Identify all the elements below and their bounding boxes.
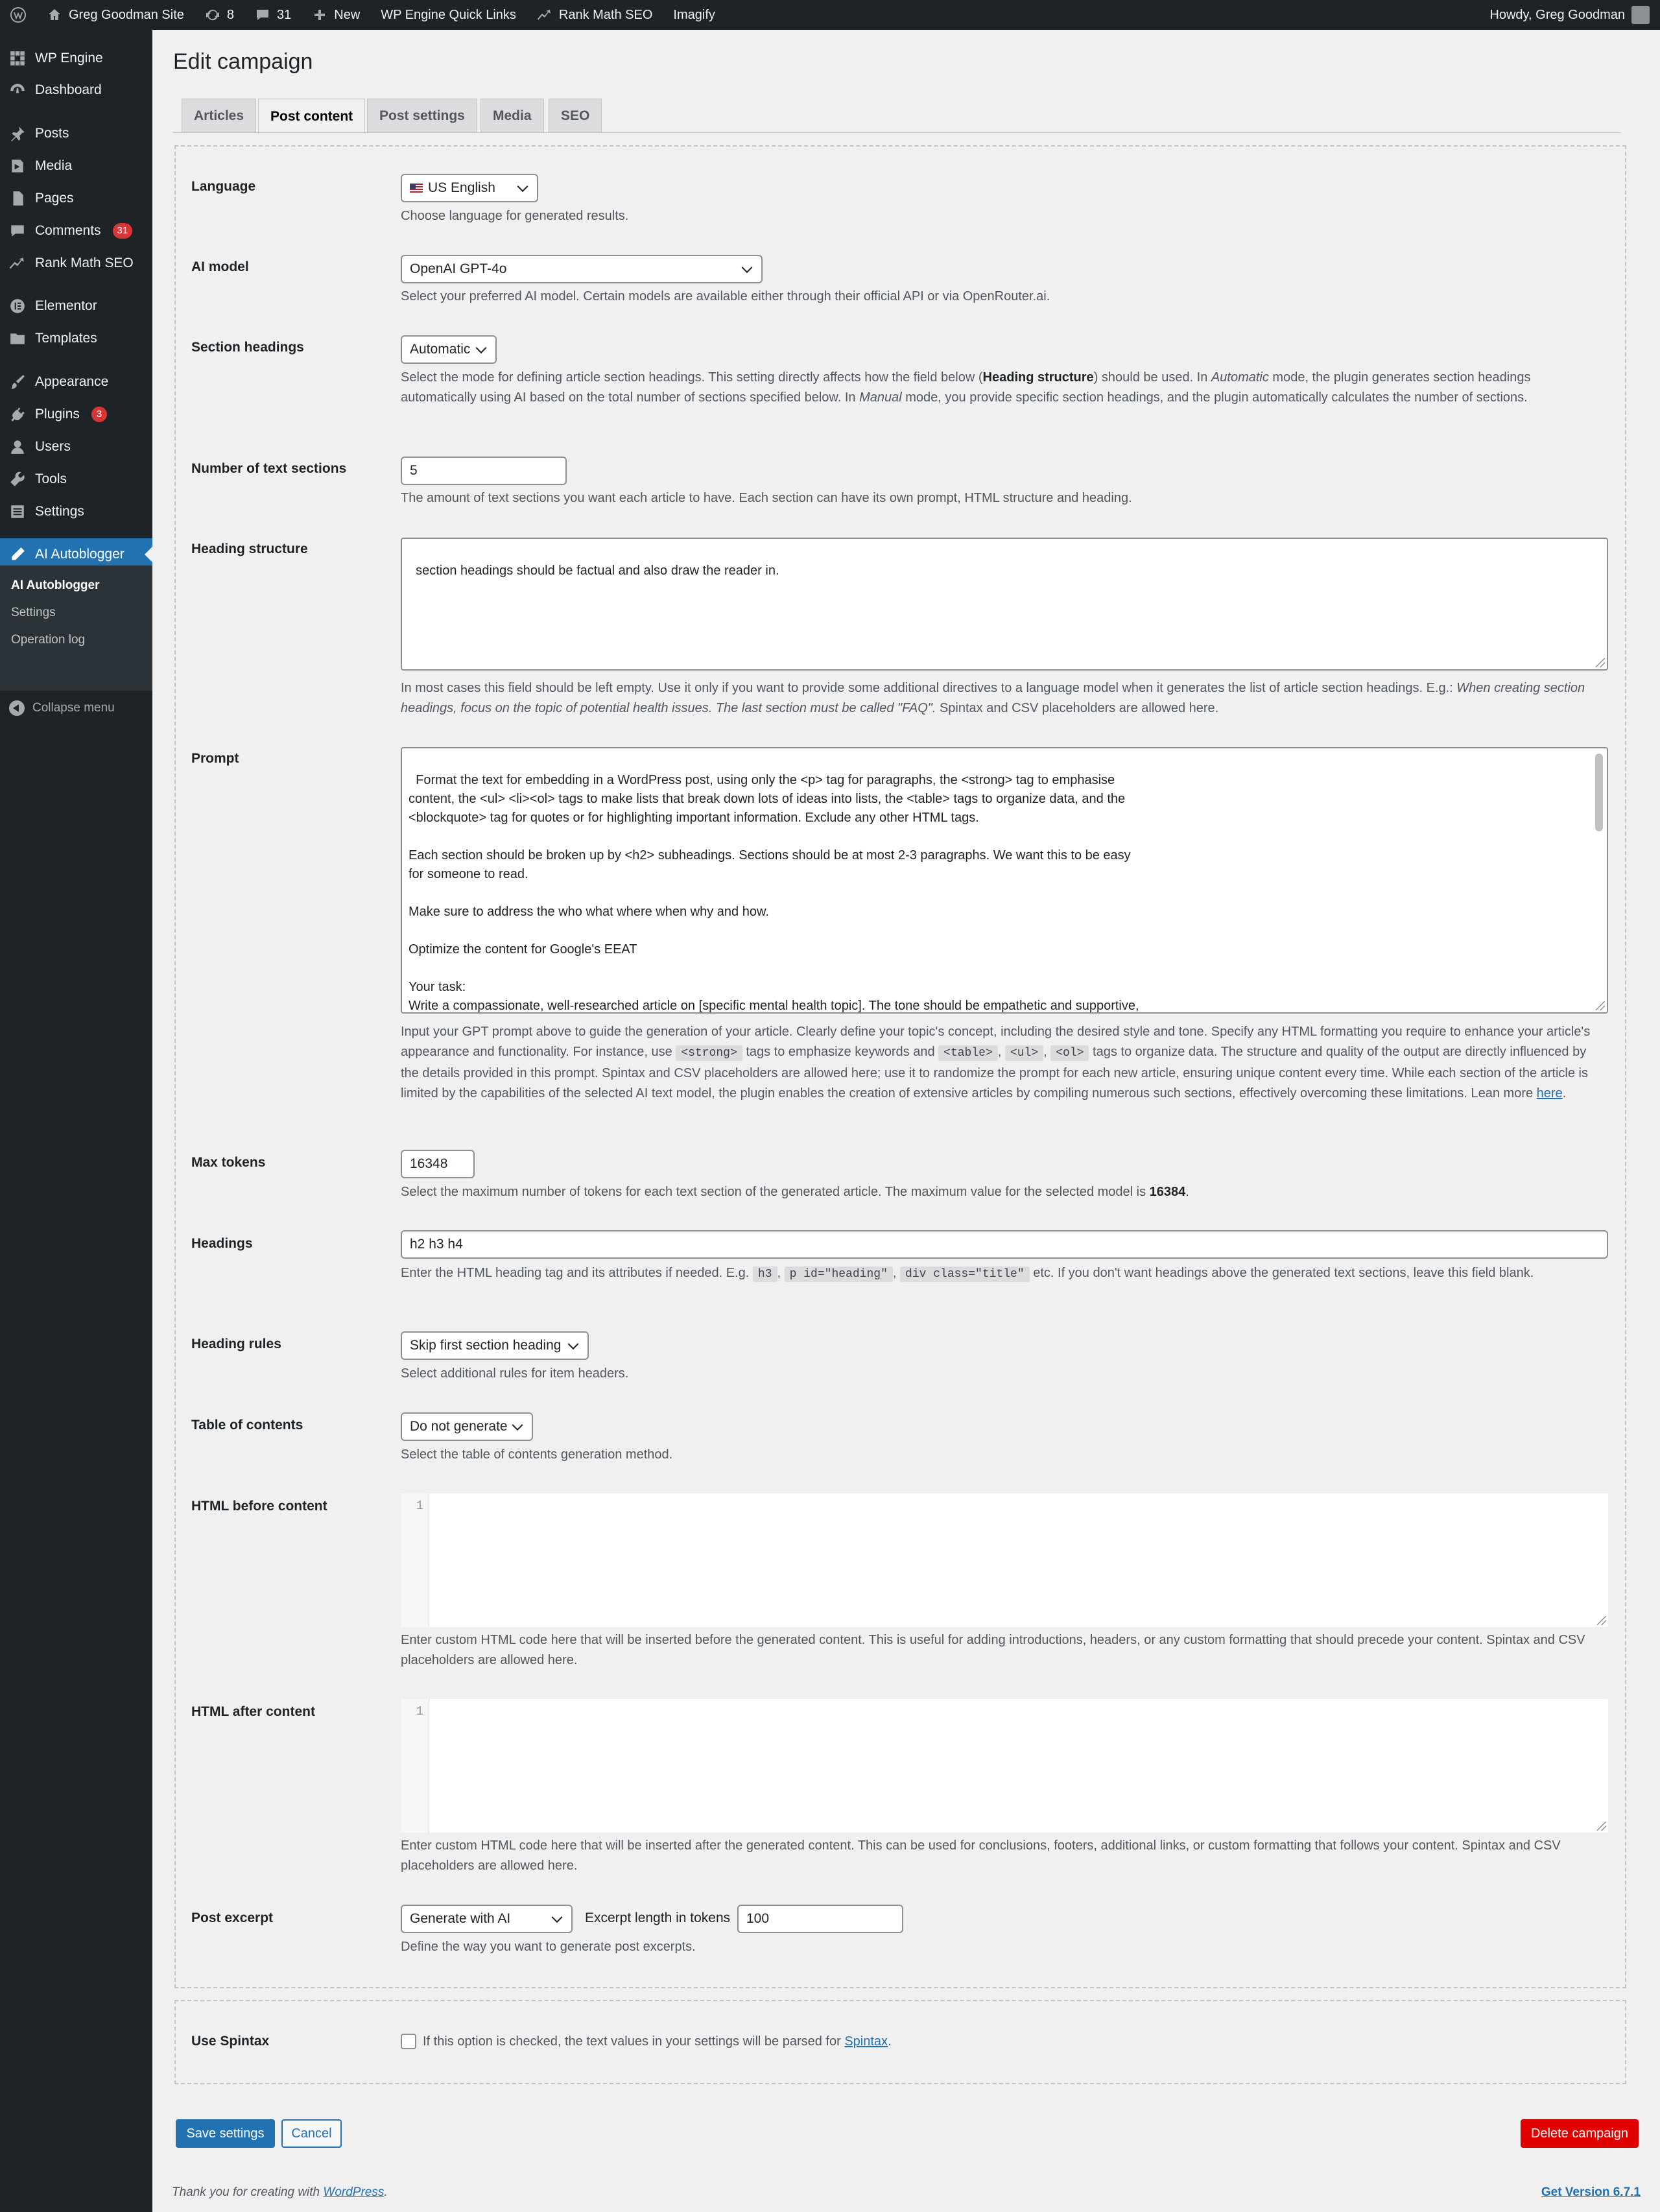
- html-after-editor[interactable]: [401, 1699, 1608, 1833]
- use-spintax-checkbox[interactable]: [401, 2034, 416, 2049]
- spintax-link[interactable]: Spintax: [844, 2034, 888, 2049]
- post-excerpt-description: Define the way you want to generate post excerpts.: [401, 1940, 696, 1954]
- sidebar-item-label: Posts: [35, 126, 69, 141]
- wordpress-link[interactable]: WordPress: [323, 2185, 385, 2199]
- ai-autoblogger-submenu: [0, 565, 152, 691]
- section-headings-description: Select the mode for defining article section headings. This setting directly affects how the field below (Heading structure) should be used. In Automatic mode, the plugin generates section headings automatically using AI based on the total number of sections specified below. In Manual mode, you provide specific section headings, and the plugin automatically calculates the number of sections.: [401, 370, 1531, 405]
- folder-icon: [9, 330, 26, 347]
- cancel-button[interactable]: Cancel: [281, 2119, 342, 2148]
- section-headings-select[interactable]: [401, 335, 497, 364]
- heading-rules-value: Skip first section heading: [410, 1338, 562, 1353]
- refresh-icon: [205, 7, 220, 23]
- line-number-gutter: [401, 1493, 429, 1627]
- tab-seo[interactable]: SEO: [549, 99, 602, 132]
- sidebar-item-users[interactable]: [0, 431, 152, 463]
- sidebar-item-posts[interactable]: [0, 117, 152, 150]
- avatar: [1631, 6, 1650, 24]
- sidebar-item-label: Templates: [35, 331, 97, 346]
- submenu-item-settings[interactable]: Settings: [11, 606, 56, 619]
- sidebar-item-elementor[interactable]: [0, 290, 152, 322]
- line-number-gutter: [401, 1699, 429, 1833]
- language-label: Language: [191, 179, 256, 194]
- comments-count: 31: [277, 7, 292, 22]
- toc-label: Table of contents: [191, 1418, 303, 1433]
- settings-sliders-icon: [9, 503, 26, 520]
- elementor-icon: [9, 298, 26, 315]
- resize-handle-icon[interactable]: [1597, 1616, 1606, 1625]
- save-settings-button[interactable]: Save settings: [176, 2119, 275, 2148]
- plug-icon: [9, 406, 26, 423]
- rank-math-icon: [9, 255, 26, 272]
- admin-sidebar: [0, 30, 152, 2212]
- comment-bubble-icon: [255, 7, 270, 23]
- heading-rules-description: Select additional rules for item headers.: [401, 1366, 629, 1381]
- sidebar-item-comments[interactable]: [0, 215, 152, 247]
- headings-input[interactable]: h2 h3 h4: [401, 1230, 1608, 1259]
- sidebar-item-label: Comments: [35, 223, 101, 238]
- sidebar-item-wp-engine[interactable]: [0, 42, 152, 75]
- tab-divider: [173, 132, 1621, 133]
- headings-description: Enter the HTML heading tag and its attributes if needed. E.g. h3 , p id="heading" , div class="title" etc. If you don't want headings above the generated text sections, leave this field blank.: [401, 1266, 1534, 1281]
- ai-model-label: AI model: [191, 259, 249, 274]
- sidebar-item-media[interactable]: [0, 150, 152, 182]
- resize-handle-icon[interactable]: [1596, 1001, 1605, 1010]
- howdy-text: Howdy, Greg Goodman: [1489, 7, 1625, 22]
- comments-icon: [9, 222, 26, 239]
- collapse-arrow-icon: [9, 700, 25, 716]
- my-account-link[interactable]: [1479, 0, 1660, 30]
- media-icon: [9, 158, 26, 174]
- html-before-description: Enter custom HTML code here that will be inserted before the generated content. This is useful for adding introductions, headers, or any custom formatting that should precede your content. Spintax and CSV placeholders are allowed here.: [401, 1633, 1585, 1667]
- resize-handle-icon[interactable]: [1596, 658, 1605, 667]
- heading-structure-textarea[interactable]: [401, 538, 1608, 671]
- pushpin-icon: [9, 125, 26, 142]
- line-number: 1: [416, 1499, 423, 1513]
- language-value: US English: [428, 180, 495, 195]
- section-headings-value: Automatic: [410, 342, 471, 357]
- language-description: Choose language for generated results.: [401, 209, 629, 223]
- updates-count: 8: [226, 7, 234, 22]
- sidebar-item-pages[interactable]: [0, 182, 152, 215]
- ai-model-description: Select your preferred AI model. Certain models are available either through their official API or via OpenRouter.ai.: [401, 289, 1050, 303]
- excerpt-length-label: Excerpt length in tokens: [585, 1910, 731, 1925]
- site-name: Greg Goodman Site: [69, 7, 184, 22]
- paintbrush-icon: [9, 374, 26, 390]
- sidebar-item-label: Elementor: [35, 298, 97, 313]
- footer-version-link[interactable]: Get Version 6.7.1: [1541, 2185, 1641, 2199]
- us-flag-icon: [410, 184, 423, 193]
- comments-link[interactable]: [244, 0, 302, 30]
- use-spintax-description: If this option is checked, the text values in your settings will be parsed for Spintax.: [423, 2034, 892, 2049]
- submenu-item-operation-log[interactable]: Operation log: [11, 633, 86, 647]
- toc-value: Do not generate: [410, 1419, 508, 1434]
- html-after-description: Enter custom HTML code here that will be inserted after the generated content. This can be used for conclusions, footers, additional links, or custom formatting that follows your content. Spintax and CSV placeholders are allowed here.: [401, 1838, 1561, 1873]
- sidebar-item-label: Users: [35, 439, 71, 454]
- page-title: Edit campaign: [173, 49, 313, 74]
- rank-math-icon: [537, 7, 552, 23]
- sidebar-item-label: Rank Math SEO: [35, 256, 134, 270]
- tab-post-settings[interactable]: Post settings: [367, 99, 477, 132]
- sidebar-item-templates[interactable]: [0, 322, 152, 355]
- wrench-icon: [9, 471, 26, 488]
- rank-math-link[interactable]: [527, 0, 663, 30]
- pages-icon: [9, 190, 26, 207]
- plus-icon: [312, 7, 327, 23]
- heading-structure-value: section headings should be factual and also draw the reader in.: [416, 564, 779, 578]
- max-tokens-label: Max tokens: [191, 1155, 266, 1170]
- sidebar-item-rank-math-seo[interactable]: [0, 247, 152, 279]
- post-excerpt-value: Generate with AI: [410, 1911, 511, 1926]
- sidebar-item-appearance[interactable]: [0, 366, 152, 398]
- ai-model-select[interactable]: [401, 255, 763, 283]
- max-tokens-input[interactable]: 16348: [401, 1150, 475, 1178]
- user-icon: [9, 438, 26, 455]
- sidebar-item-label: Appearance: [35, 374, 109, 389]
- sidebar-item-tools[interactable]: [0, 463, 152, 495]
- heading-rules-label: Heading rules: [191, 1337, 281, 1351]
- post-excerpt-select[interactable]: [401, 1905, 573, 1933]
- sidebar-item-label: Pages: [35, 191, 74, 206]
- sidebar-item-label: Settings: [35, 504, 84, 519]
- resize-handle-icon[interactable]: [1597, 1822, 1606, 1831]
- pencil-icon: [9, 546, 26, 563]
- section-headings-label: Section headings: [191, 340, 304, 355]
- collapse-menu-label: Collapse menu: [32, 701, 115, 715]
- plugins-badge: 3: [91, 407, 107, 422]
- admin-bar: [0, 0, 1660, 30]
- prompt-scrollbar[interactable]: [1595, 754, 1603, 831]
- wp-engine-icon: [9, 50, 26, 67]
- use-spintax-label: Use Spintax: [191, 2034, 270, 2049]
- line-number: 1: [416, 1704, 423, 1718]
- imagify-label: Imagify: [673, 7, 715, 22]
- sidebar-item-label: WP Engine: [35, 51, 103, 65]
- wordpress-logo[interactable]: [0, 0, 36, 30]
- toc-select[interactable]: [401, 1412, 533, 1441]
- sidebar-item-label: Tools: [35, 471, 67, 486]
- num-sections-label: Number of text sections: [191, 461, 347, 476]
- toc-description: Select the table of contents generation method.: [401, 1447, 673, 1462]
- tab-post-content[interactable]: Post content: [258, 99, 365, 134]
- home-icon: [47, 7, 62, 23]
- html-before-label: HTML before content: [191, 1499, 327, 1514]
- wp-engine-quick-links[interactable]: [370, 0, 527, 30]
- tab-media[interactable]: Media: [480, 99, 544, 132]
- sidebar-item-plugins[interactable]: [0, 398, 152, 431]
- submenu-item-ai-autoblogger[interactable]: AI Autoblogger: [11, 578, 100, 592]
- heading-structure-label: Heading structure: [191, 541, 308, 556]
- num-sections-input[interactable]: 5: [401, 457, 567, 485]
- html-after-label: HTML after content: [191, 1704, 315, 1719]
- collapse-menu-button[interactable]: [9, 700, 115, 716]
- ai-model-value: OpenAI GPT-4o: [410, 261, 507, 276]
- wordpress-icon: [10, 7, 26, 23]
- tab-articles[interactable]: Articles: [182, 99, 256, 132]
- new-label: New: [334, 7, 361, 22]
- language-select[interactable]: [401, 174, 538, 202]
- dashboard-icon: [9, 82, 26, 99]
- comments-badge: 31: [113, 223, 133, 239]
- sidebar-item-label: Plugins: [35, 407, 80, 422]
- sidebar-item-dashboard[interactable]: [0, 74, 152, 106]
- headings-label: Headings: [191, 1236, 253, 1251]
- learn-more-link[interactable]: here: [1536, 1086, 1563, 1100]
- excerpt-length-input[interactable]: 100: [737, 1905, 903, 1933]
- sidebar-item-label: AI Autoblogger: [35, 547, 124, 562]
- updates-link[interactable]: [195, 0, 244, 30]
- sidebar-item-settings[interactable]: [0, 495, 152, 528]
- delete-campaign-button[interactable]: Delete campaign: [1521, 2119, 1639, 2148]
- sidebar-item-label: Dashboard: [35, 82, 102, 97]
- num-sections-description: The amount of text sections you want each article to have. Each section can have its own prompt, HTML structure and heading.: [401, 491, 1132, 505]
- prompt-description: Input your GPT prompt above to guide the generation of your article. Clearly define your topic's concept, including the desired style and tone. Specify any HTML formatting you require to enhance your article's appearance and functionality. For instance, use <strong> tags to emphasize keywords and <table> , <ul> , <ol> tags to organize data. The structure and quality of the output are directly influenced by the details provided in this prompt. Spintax and CSV placeholders are allowed here; use it to randomize the prompt for each new article, ensuring unique content every time. While each section of the article is limited by the capabilities of the selected AI text model, the plugin enables the creation of extensive articles by compiling numerous such sections, effectively overcoming these limitations. Lean more here.: [401, 1025, 1591, 1100]
- quick-links-label: WP Engine Quick Links: [381, 7, 516, 22]
- post-excerpt-label: Post excerpt: [191, 1910, 274, 1925]
- prompt-value: Format the text for embedding in a WordPress post, using only the <p> tag for paragraphs, the <strong> tag to emphasise content, the <ul> <li><ol> tags to make lists that break down lots of ideas into lists, the <table> tags to organize data, and the <blockquote> tag for quotes or for highlighting important information. Exclude any other HTML tags. Each section should be broken up by <h2> subheadings. Sections should be at most 2-3 paragraphs. We want this to be easy for someone to read. Make sure to address the who what where when why and how. Optimize the content for Google's EEAT Your task: Write a compassionate, well-researched article on [specific mental health topic]. The tone should be empathetic and supportive,: [409, 773, 1139, 1013]
- site-name-link[interactable]: [36, 0, 195, 30]
- footer-thanks: Thank you for creating with WordPress.: [172, 2185, 388, 2199]
- prompt-textarea[interactable]: [401, 747, 1608, 1014]
- rank-math-label: Rank Math SEO: [558, 7, 653, 22]
- new-content-link[interactable]: [302, 0, 370, 30]
- imagify-link[interactable]: [663, 0, 725, 30]
- prompt-label: Prompt: [191, 751, 239, 766]
- sidebar-item-label: Media: [35, 158, 73, 173]
- heading-structure-description: In most cases this field should be left empty. Use it only if you want to provide some additional directives to a language model when it generates the list of article section headings. E.g.: When creating section headings, focus on the topic of potential health issues. The last section must be called "FAQ". Spintax and CSV placeholders are allowed here.: [401, 681, 1585, 715]
- html-before-editor[interactable]: [401, 1493, 1608, 1627]
- max-tokens-description: Select the maximum number of tokens for each text section of the generated article. The maximum value for the selected model is 16384.: [401, 1185, 1189, 1199]
- heading-rules-select[interactable]: [401, 1331, 589, 1360]
